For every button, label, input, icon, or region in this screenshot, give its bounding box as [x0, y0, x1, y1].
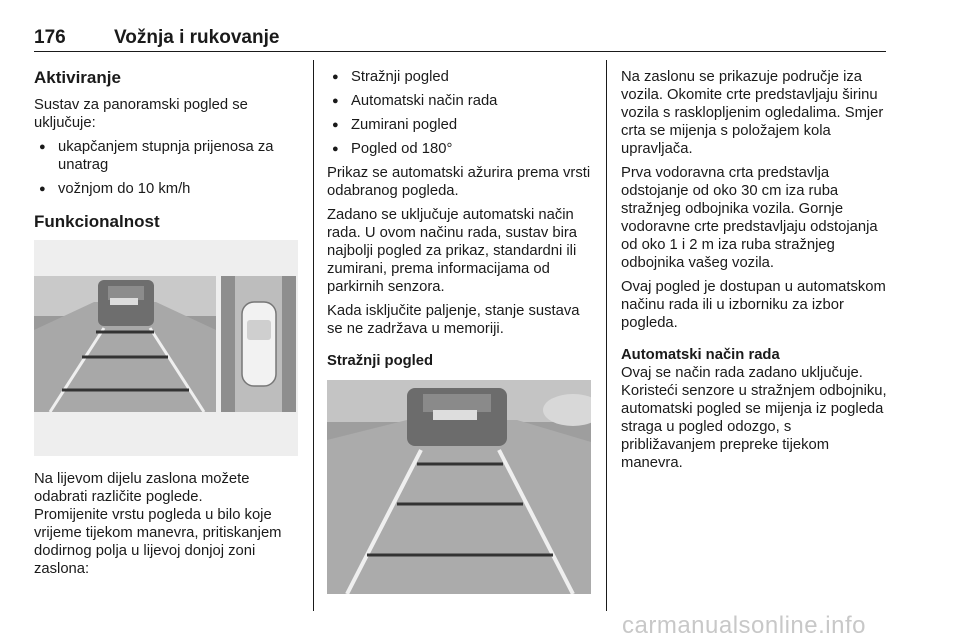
auto-update-text: Prikaz se automatski ažurira prema vrsti odabranog pogleda.	[327, 165, 591, 199]
watermark: carmanualsonline.info	[622, 612, 866, 639]
list-item: ● Stražnji pogled	[327, 68, 593, 86]
activation-intro: Sustav za panoramski pogled se uključuje:	[34, 97, 248, 131]
panoramic-view-illustration	[34, 240, 298, 456]
list-item: ● vožnjom do 10 km/h	[34, 180, 302, 198]
activation-list	[34, 138, 302, 198]
chapter-title: Vožnja i rukovanje	[114, 27, 280, 48]
auto-mode-text: Ovaj se način rada zadano uključuje. Koristeći senzore u stražnjem odbojniku, automatski pogled se mijenja iz pogleda straga u pogled odozgo, s približavanjem prepreke tijekom manevra.	[621, 365, 887, 471]
list-item: ● Zumirani pogled	[327, 116, 593, 134]
horizontal-lines-text: Prva vodoravna crta predstavlja odstojanje od oko 30 cm iza ruba stražnjeg odbojnika vozila. Gornje vodoravne crte predstavljaju odstojanja od oko 1 i 2 m iza ruba stražnjeg odbojnika vašeg vozila.	[621, 165, 878, 271]
change-view-note: Promijenite vrstu pogleda u bilo koje vrijeme tijekom manevra, pritiskanjem dodirnog polja u lijevoj donjoj zoni zaslona:	[34, 507, 282, 577]
list-item: ● ukapčanjem stupnja prijenosa za unatrag	[34, 138, 302, 174]
ignition-off-text: Kada isključite paljenje, stanje sustava se ne zadržava u memoriji.	[327, 303, 580, 337]
column-divider-1	[313, 60, 314, 611]
list-item: ● Pogled od 180°	[327, 140, 593, 158]
view-list	[327, 68, 593, 158]
page-number: 176	[34, 27, 66, 48]
heading-functionality: Funkcionalnost	[34, 212, 160, 231]
column-3	[621, 68, 889, 478]
heading-auto-mode: Automatski način rada	[621, 347, 780, 363]
column-1	[34, 68, 302, 584]
header-rule	[34, 51, 886, 52]
default-mode-text: Zadano se uključuje automatski način rada. U ovom načinu rada, sustav bira najbolji pogled za prikaz, standardni ili zumirani, prema informacijama od parkirnih senzora.	[327, 207, 578, 295]
rear-area-text: Na zaslonu se prikazuje područje iza vozila. Okomite crte predstavljaju širinu vozila s rasklopljenim ogledalima. Smjer crta se mijenja s položajem kola upravljača.	[621, 69, 884, 157]
column-divider-2	[606, 60, 607, 611]
left-side-note: Na lijevom dijelu zaslona možete odabrati različite poglede.	[34, 471, 250, 505]
availability-text: Ovaj pogled je dostupan u automatskom načinu rada ili u izborniku za izbor pogleda.	[621, 279, 886, 331]
rear-view-illustration	[327, 380, 591, 594]
rear-camera-svg	[327, 380, 591, 594]
heading-activation: Aktiviranje	[34, 68, 121, 87]
column-2	[327, 68, 593, 594]
heading-rear-view: Stražnji pogled	[327, 353, 434, 369]
list-item: ● Automatski način rada	[327, 92, 593, 110]
panoramic-screen-svg	[34, 240, 298, 456]
